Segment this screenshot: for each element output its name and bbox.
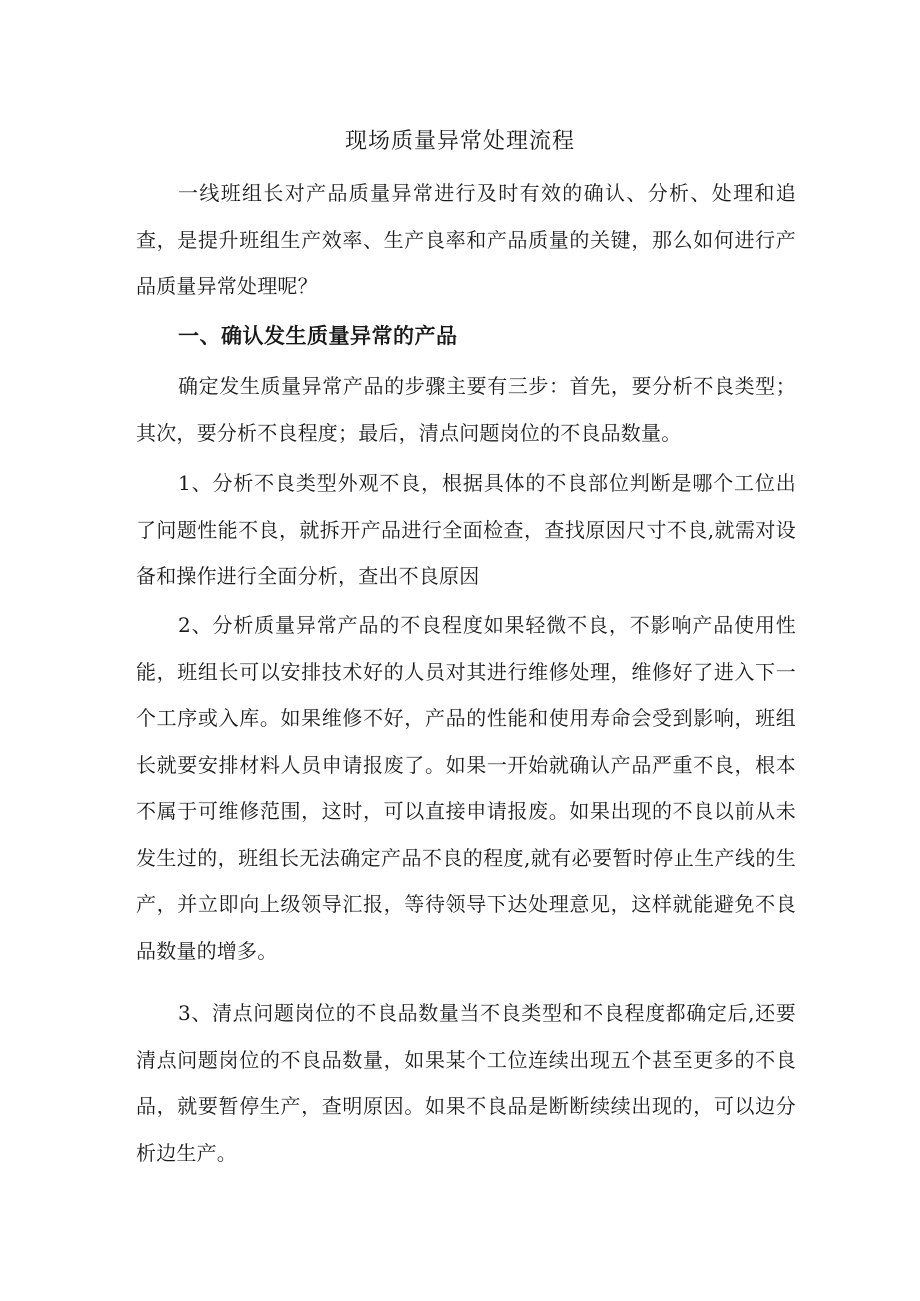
- section-intro-paragraph: 确定发生质量异常产品的步骤主要有三步：首先，要分析不良类型；其次，要分析不良程度；最后，清点问题岗位的不良品数量。: [136, 374, 796, 445]
- intro-block: [136, 170, 796, 310]
- section-heading: 一、确认发生质量异常的产品: [178, 324, 458, 348]
- step-2-block: [136, 602, 796, 974]
- step-3-paragraph: 3、清点问题岗位的不良品数量当不良类型和不良程度都确定后,还要清点问题岗位的不良品数量，如果某个工位连续出现五个甚至更多的不良品，就要暂停生产，查明原因。如果不良品是断断续续出现的，可以边分析边生产。: [136, 1001, 796, 1165]
- step-1-block: [136, 460, 796, 600]
- document-title: 现场质量异常处理流程: [344, 129, 575, 154]
- step-2-paragraph: 2、分析质量异常产品的不良程度如果轻微不良，不影响产品使用性能，班组长可以安排技术好的人员对其进行维修处理，维修好了进入下一个工序或入库。如果维修不好，产品的性能和使用寿命会受到影响，班组长就要安排材料人员申请报废了。如果一开始就确认产品严重不良，根本不属于可维修范围，这时，可以直接申请报废。如果出现的不良以前从未发生过的，班组长无法确定产品不良的程度,就有必要暂时停止生产线的生产，并立即向上级领导汇报，等待领导下达处理意见，这样就能避免不良品数量的增多。: [136, 613, 796, 963]
- step-1-paragraph: 1、分析不良类型外观不良，根据具体的不良部位判断是哪个工位出了问题性能不良，就拆开产品进行全面检查，查找原因尺寸不良,就需对设备和操作进行全面分析，查出不良原因: [136, 471, 796, 588]
- intro-paragraph: 一线班组长对产品质量异常进行及时有效的确认、分析、处理和追查，是提升班组生产效率、生产良率和产品质量的关键，那么如何进行产品质量异常处理呢？: [136, 181, 796, 298]
- section-intro-block: [136, 363, 796, 456]
- step-3-block: [136, 990, 796, 1176]
